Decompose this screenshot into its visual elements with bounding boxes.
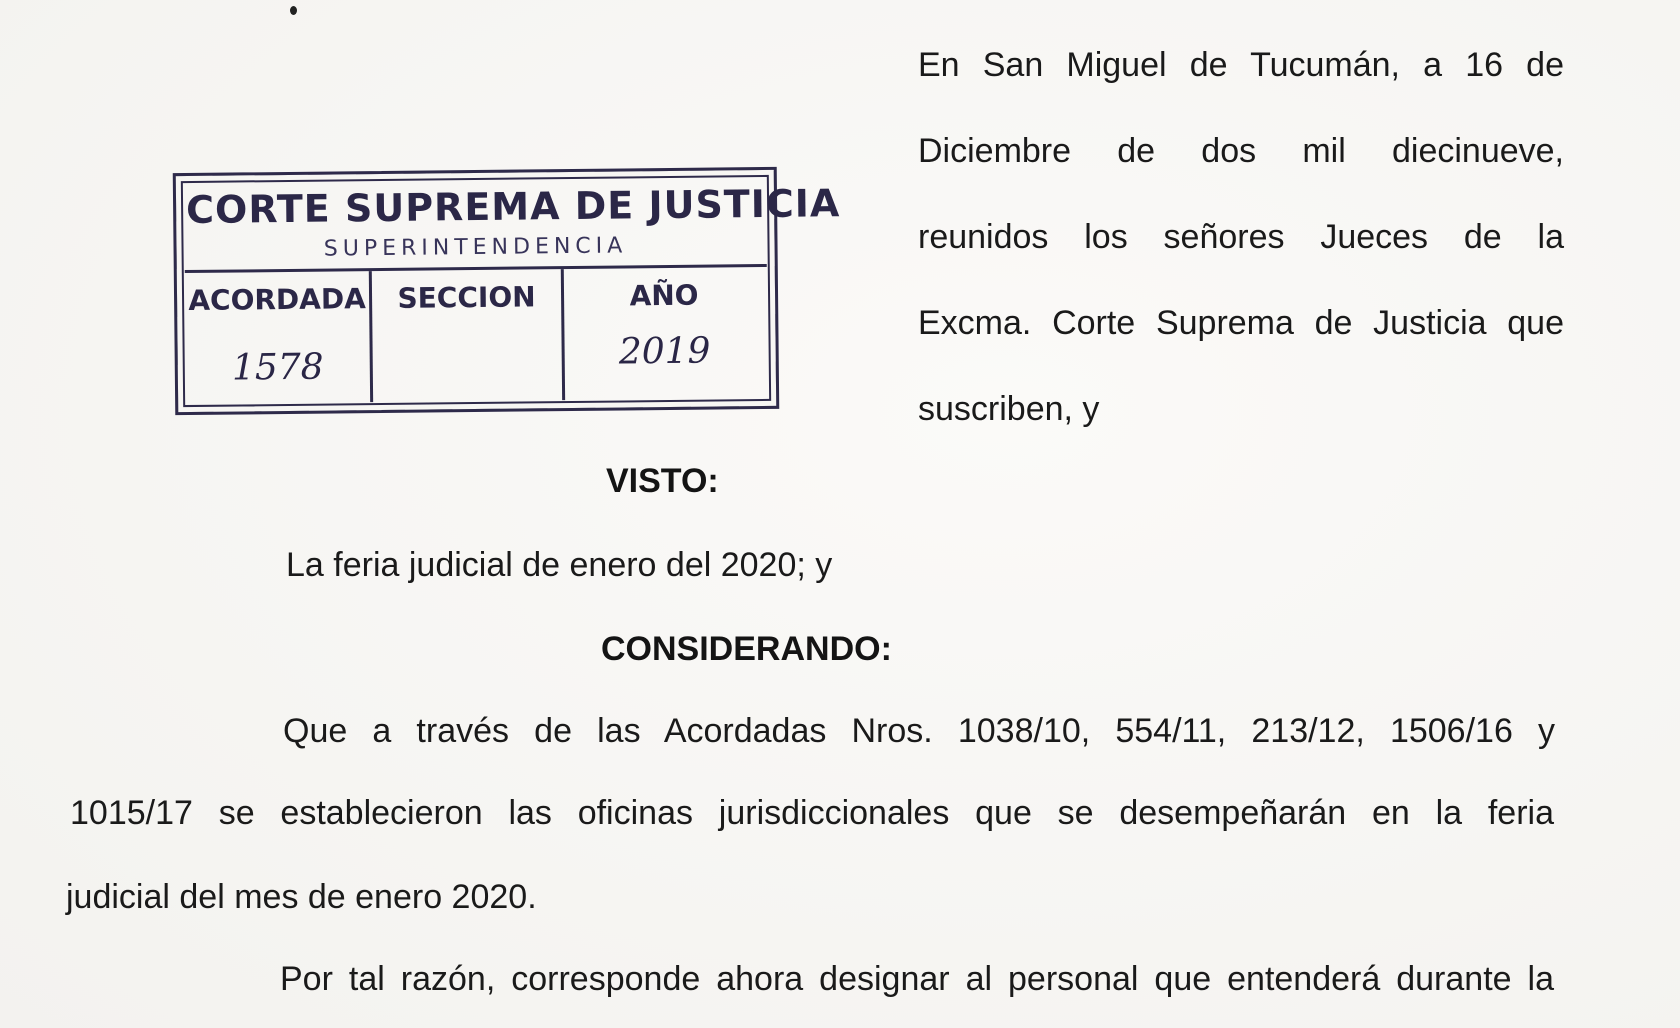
stamp-seccion-label: SECCION bbox=[397, 280, 536, 315]
stamp-acordada-value: 1578 bbox=[231, 346, 324, 389]
stamp-divider bbox=[185, 264, 767, 273]
considerando-line: judicial del mes de enero 2020. bbox=[66, 878, 537, 916]
considerando-line: Que a través de las Acordadas Nros. 1038/10, 554/11, 213/12, 1506/16 y bbox=[283, 712, 1555, 750]
considerando-line: Por tal razón, corresponde ahora designar al personal que entenderá durante la bbox=[280, 960, 1554, 998]
header-line: suscriben, y bbox=[918, 390, 1100, 428]
visto-title: VISTO: bbox=[606, 462, 719, 500]
stamp-acordada-label: ACORDADA bbox=[188, 282, 366, 318]
visto-text: La feria judicial de enero del 2020; y bbox=[286, 546, 833, 584]
header-text-block bbox=[918, 22, 1564, 452]
header-line: Excma. Corte Suprema de Justicia que bbox=[918, 304, 1564, 342]
header-line: En San Miguel de Tucumán, a 16 de bbox=[918, 46, 1564, 84]
stamp-seccion-value bbox=[373, 340, 562, 342]
stamp-anio-value: 2019 bbox=[618, 330, 711, 373]
stamp-anio-label: AÑO bbox=[629, 278, 699, 313]
header-line: Diciembre de dos mil diecinueve, bbox=[918, 132, 1564, 170]
stamp-title: CORTE SUPREMA DE JUSTICIA bbox=[185, 181, 841, 233]
considerando-line: 1015/17 se establecieron las oficinas jurisdiccionales que se desempeñarán en la feria bbox=[70, 794, 1554, 832]
stamp-subtitle: SUPERINTENDENCIA bbox=[323, 233, 628, 262]
header-line: reunidos los señores Jueces de la bbox=[918, 218, 1564, 256]
considerando-title: CONSIDERANDO: bbox=[601, 630, 892, 668]
court-stamp bbox=[173, 167, 841, 415]
ink-dot bbox=[290, 6, 297, 15]
